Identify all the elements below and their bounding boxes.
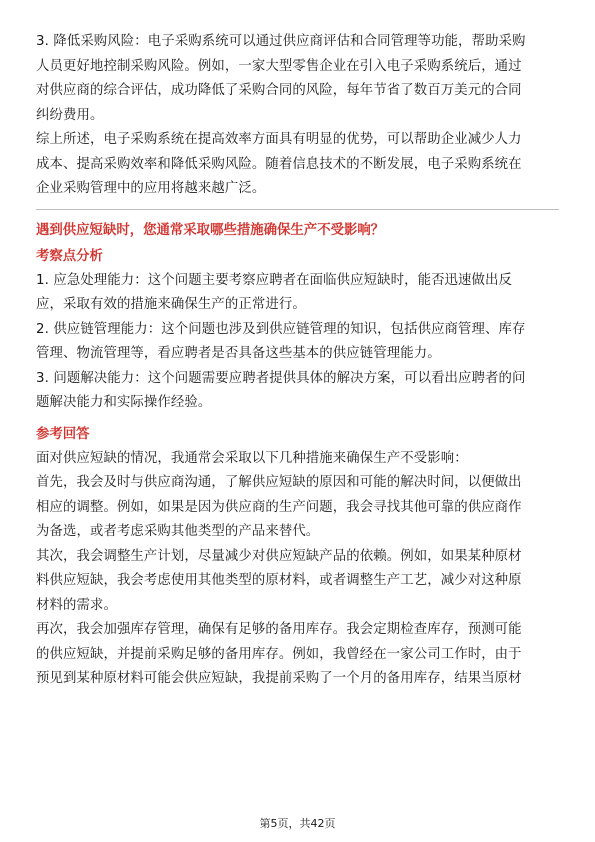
document-page <box>36 30 559 692</box>
text-line: 成本、提高采购效率和降低采购风险。随着信息技术的不断发展，电子采购系统在 <box>36 156 522 172</box>
text-line: 企业采购管理中的应用将越来越广泛。 <box>36 181 266 196</box>
text-line: 纠纷费用。 <box>36 107 104 123</box>
text-line: 3. 降低采购风险：电子采购系统可以通过供应商评估和合同管理等功能，帮助采购 <box>36 34 526 49</box>
text-line: 人员更好地控制采购风险。例如，一家大型零售企业在引入电子采购系统后，通过 <box>36 58 522 74</box>
analysis-list <box>36 269 559 416</box>
text-line: 面对供应短缺的情况，我通常会采取以下几种措施来确保生产不受影响： <box>36 450 468 466</box>
intro-point-3 <box>36 30 559 128</box>
answer-heading: 参考回答 <box>36 426 90 442</box>
text-line: 再次，我会加强库存管理，确保有足够的备用库存。我会定期检查库存，预测可能 <box>36 622 522 637</box>
text-line: 其次，我会调整生产计划，尽量减少对供应短缺产品的依赖。例如，如果某种原材 <box>36 548 522 564</box>
text-line: 管理、物流管理等，看应聘者是否具备这些基本的供应链管理能力。 <box>36 346 441 361</box>
text-line: 对供应商的综合评估，成功降低了采购合同的风险，每年节省了数百万美元的合同 <box>36 83 522 98</box>
text-line: 材料的需求。 <box>36 597 117 613</box>
text-line: 相应的调整。例如，如果是因为供应商的生产问题，我会寻找其他可靠的供应商作 <box>36 499 522 515</box>
answer-body <box>36 447 559 692</box>
text-line: 1. 应急处理能力：这个问题主要考察应聘者在面临供应短缺时，能否迅速做出反 <box>36 272 513 288</box>
text-line: 综上所述，电子采购系统在提高效率方面具有明显的优势，可以帮助企业减少人力 <box>36 132 522 147</box>
intro-summary <box>36 128 559 202</box>
text-line: 的供应短缺，并提前采购足够的备用库存。例如，我曾经在一家公司工作时，由于 <box>36 646 522 662</box>
section-divider <box>36 209 559 210</box>
text-line: 料供应短缺，我会考虑使用其他类型的原材料，或者调整生产工艺，减少对这种原 <box>36 573 522 588</box>
analysis-heading: 考察点分析 <box>36 248 103 264</box>
text-line: 预见到某种原材料可能会供应短缺，我提前采购了一个月的备用库存，结果当原材 <box>36 671 522 686</box>
page-number: 第5页，共42页 <box>259 817 336 830</box>
text-line: 为备选，或者考虑采购其他类型的产品来替代。 <box>36 524 320 539</box>
text-line: 首先，我会及时与供应商沟通，了解供应短缺的原因和可能的解决时间，以便做出 <box>36 475 522 490</box>
text-line: 3. 问题解决能力：这个问题需要应聘者提供具体的解决方案，可以看出应聘者的问 <box>36 370 526 386</box>
text-line: 2. 供应链管理能力：这个问题也涉及到供应链管理的知识，包括供应商管理、库存 <box>36 321 526 337</box>
text-line: 题解决能力和实际操作经验。 <box>36 395 212 410</box>
question-title: 遇到供应短缺时，您通常采取哪些措施确保生产不受影响？ <box>36 222 385 238</box>
text-line: 应，采取有效的措施来确保生产的正常进行。 <box>36 297 306 312</box>
